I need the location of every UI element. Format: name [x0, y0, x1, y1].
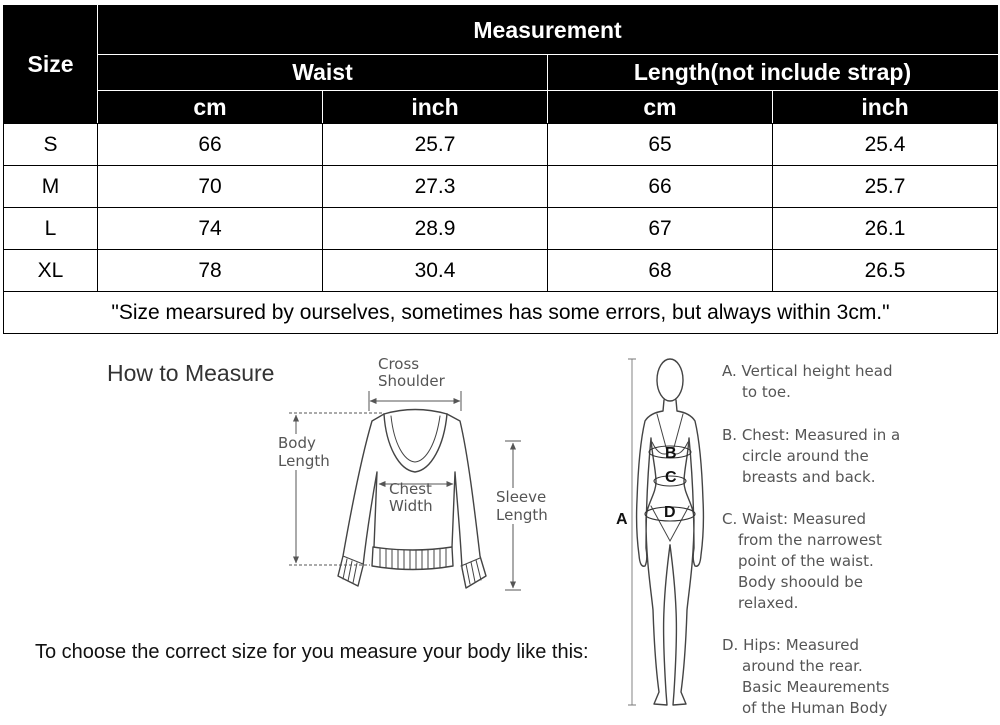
- unit-header-length-inch: inch: [773, 91, 998, 124]
- legend-line: around the rear.: [742, 657, 863, 675]
- waist-cm-cell: 74: [98, 208, 323, 250]
- chest-width-label: [389, 481, 433, 515]
- length-inch-cell: 25.7: [773, 166, 998, 208]
- waist-cm-cell: 66: [98, 124, 323, 166]
- size-cell: M: [4, 166, 98, 208]
- legend-line: to toe.: [742, 383, 791, 401]
- legend-line: breasts and back.: [742, 468, 876, 486]
- sweater-hem: [372, 547, 453, 570]
- legend-line: B. Chest: Measured in a: [722, 426, 901, 444]
- waist-cm-cell: 78: [98, 250, 323, 292]
- size-chart-table: [3, 5, 998, 334]
- length-inch-cell: 26.5: [773, 250, 998, 292]
- waist-inch-cell: 30.4: [323, 250, 548, 292]
- table-row: [4, 166, 998, 208]
- legend-line: C. Waist: Measured: [722, 510, 867, 528]
- head: [657, 359, 683, 401]
- measurement-header: Measurement: [98, 6, 998, 55]
- unit-header-length-cm: cm: [548, 91, 773, 124]
- length-group-header: Length(not include strap): [548, 55, 998, 91]
- sweater-hem-ribbing: [380, 549, 446, 570]
- header-row-groups: [4, 55, 998, 91]
- legend-line: D. Hips: Measured: [722, 636, 859, 654]
- sleeve-length-label: [495, 488, 549, 524]
- waist-inch-cell: 25.7: [323, 124, 548, 166]
- legend-line: from the narrowest: [738, 531, 882, 549]
- marker-d: D: [664, 504, 676, 521]
- table-row: [4, 250, 998, 292]
- legend-line: point of the waist.: [738, 552, 874, 570]
- how-to-measure-title: How to Measure: [107, 360, 275, 386]
- legend-item-b: [722, 425, 900, 488]
- size-column-header: Size: [4, 6, 98, 124]
- waist-inch-cell: 28.9: [323, 208, 548, 250]
- label-line: Body: [278, 434, 316, 452]
- body-diagram: [628, 359, 703, 705]
- unit-header-waist-inch: inch: [323, 91, 548, 124]
- height-measure-line: [628, 359, 636, 705]
- length-cm-cell: 68: [548, 250, 773, 292]
- legend-item-a: [722, 361, 892, 403]
- waist-inch-cell: 27.3: [323, 166, 548, 208]
- legend-line: of the Human Body: [742, 699, 888, 717]
- size-cell: XL: [4, 250, 98, 292]
- marker-b: B: [665, 445, 677, 462]
- unit-header-waist-cm: cm: [98, 91, 323, 124]
- length-cm-cell: 66: [548, 166, 773, 208]
- label-line: Chest: [389, 480, 432, 498]
- length-inch-cell: 25.4: [773, 124, 998, 166]
- label-line: Length: [496, 506, 548, 524]
- legend-line: A. Vertical height head: [722, 362, 893, 380]
- label-line: Shoulder: [378, 372, 445, 390]
- length-cm-cell: 65: [548, 124, 773, 166]
- legend-line: relaxed.: [738, 594, 799, 612]
- marker-a: A: [616, 511, 628, 528]
- measurement-note: "Size mearsured by ourselves, sometimes has some errors, but always within 3cm.": [4, 292, 998, 334]
- waist-cm-cell: 70: [98, 166, 323, 208]
- label-line: Width: [389, 497, 433, 515]
- sweater-collar-inner: [391, 416, 440, 462]
- waist-group-header: Waist: [98, 55, 548, 91]
- legend-line: circle around the: [742, 447, 869, 465]
- legend-line: Body shoould be: [738, 573, 864, 591]
- cross-shoulder-label: [378, 356, 445, 390]
- table-row: [4, 208, 998, 250]
- header-row-units: [4, 91, 998, 124]
- length-cm-cell: 67: [548, 208, 773, 250]
- sweater-back-neckline: [384, 410, 447, 415]
- length-inch-cell: 26.1: [773, 208, 998, 250]
- label-line: Cross: [378, 355, 420, 373]
- legend-item-c: [722, 509, 882, 614]
- marker-c: C: [665, 469, 677, 486]
- sweater-collar-outer: [384, 414, 447, 472]
- label-line: Sleeve: [496, 488, 547, 506]
- note-row: [4, 292, 998, 334]
- legend-item-d: [722, 635, 889, 719]
- header-row-measurement: [4, 6, 998, 55]
- size-cell: S: [4, 124, 98, 166]
- label-line: Length: [278, 452, 330, 470]
- body-length-label: [277, 434, 331, 470]
- measure-instruction: To choose the correct size for you measure your body like this:: [35, 641, 589, 663]
- legend-line: Basic Meaurements: [742, 678, 890, 696]
- size-cell: L: [4, 208, 98, 250]
- table-row: [4, 124, 998, 166]
- sweater-left-side: [338, 414, 384, 586]
